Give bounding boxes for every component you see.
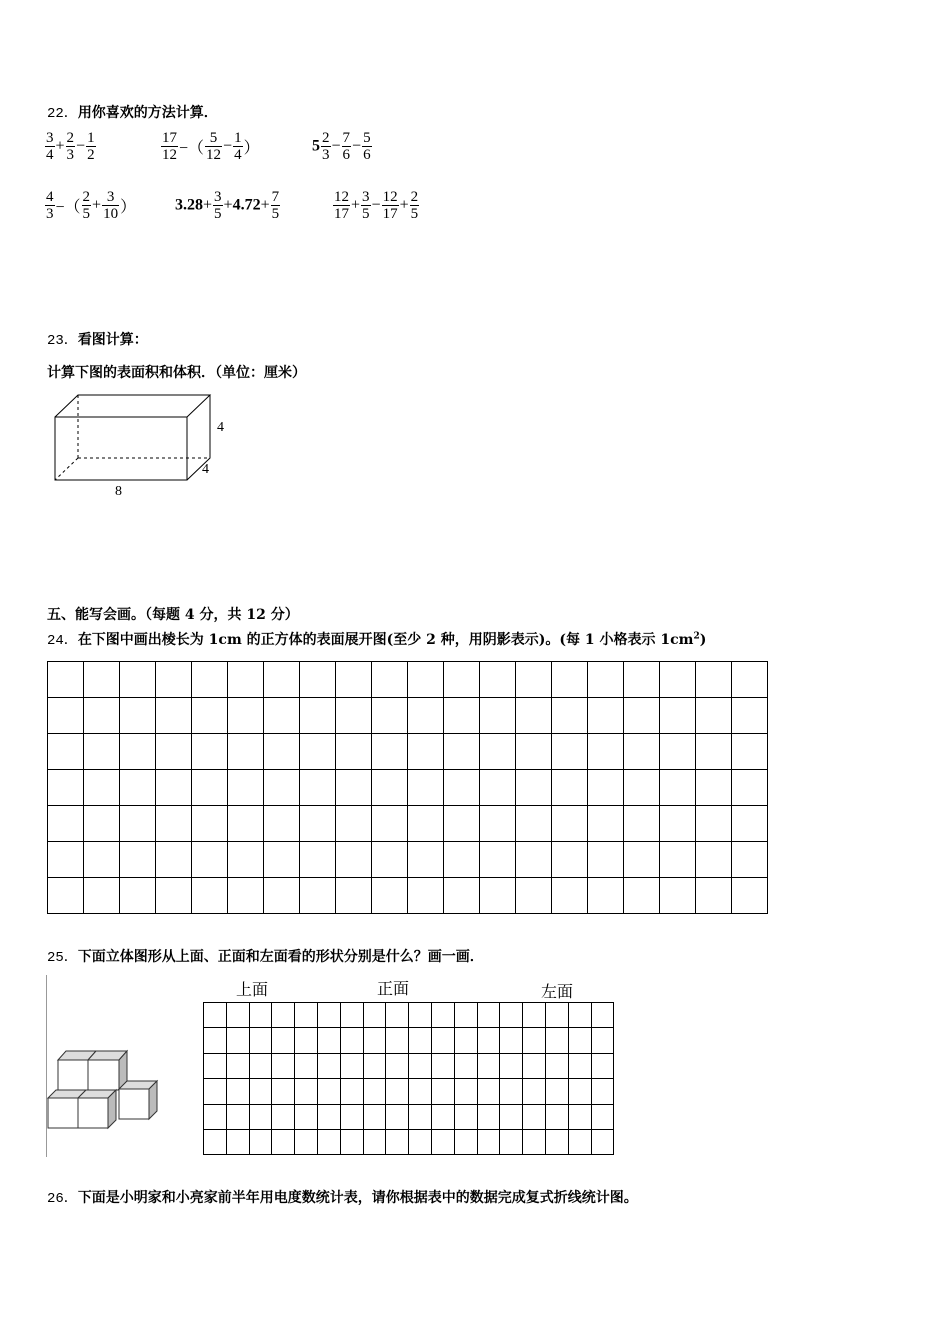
grid-cell[interactable]	[454, 1104, 477, 1129]
grid-cell[interactable]	[363, 1003, 386, 1028]
grid-cell[interactable]	[363, 1028, 386, 1053]
grid-cell[interactable]	[660, 806, 696, 842]
q23-number: 23．	[47, 333, 78, 349]
grid-cell[interactable]	[300, 662, 336, 698]
grid-cell[interactable]	[84, 806, 120, 842]
grid-cell[interactable]	[317, 1129, 340, 1154]
grid-cell[interactable]	[249, 1104, 272, 1129]
grid-cell[interactable]	[624, 698, 660, 734]
q24-text: 24．在下图中画出棱长为 1cm 的正方体的表面展开图(至少 2 种，用阴影表示)。(每 1 小格表示 $1cm^2$)	[47, 631, 707, 649]
grid-cell[interactable]	[588, 770, 624, 806]
grid-cell[interactable]	[696, 842, 732, 878]
grid-cell[interactable]	[336, 698, 372, 734]
grid-cell[interactable]	[624, 842, 660, 878]
grid-cell[interactable]	[591, 1053, 614, 1078]
grid-cell[interactable]	[552, 698, 588, 734]
q26-text: 26．下面是小明家和小亮家前半年用电度数统计表，请你根据表中的数据完成复式折线统计图。	[47, 1190, 638, 1207]
cuboid-hidden-edge	[55, 458, 78, 480]
grid-cell[interactable]	[480, 770, 516, 806]
q25-text: 25．下面立体图形从上面、正面和左面看的形状分别是什么？画一画．	[47, 949, 484, 966]
grid-cell[interactable]	[340, 1129, 363, 1154]
grid-cell[interactable]	[431, 1079, 454, 1104]
grid-cell[interactable]	[545, 1104, 568, 1129]
grid-cell[interactable]	[408, 770, 444, 806]
grid-cell[interactable]	[300, 734, 336, 770]
grid-cell[interactable]	[264, 842, 300, 878]
grid-cell[interactable]	[272, 1129, 295, 1154]
grid-cell[interactable]	[591, 1104, 614, 1129]
grid-cell[interactable]	[408, 734, 444, 770]
grid-cell[interactable]	[372, 734, 408, 770]
grid-cell[interactable]	[431, 1104, 454, 1129]
grid-cell[interactable]	[317, 1003, 340, 1028]
grid-cell[interactable]	[300, 770, 336, 806]
q22-expr-6: $\frac{12}{17}$ + $\frac{3}{5}$ − $\frac{12}{17}$ + $\frac{2}{5}$	[334, 189, 419, 222]
grid-cell[interactable]	[204, 1129, 227, 1154]
q25-drawing-grid[interactable]	[203, 1002, 614, 1155]
grid-cell[interactable]	[228, 662, 264, 698]
grid-cell[interactable]	[372, 770, 408, 806]
grid-cell[interactable]	[336, 734, 372, 770]
grid-cell[interactable]	[192, 878, 228, 914]
grid-cell[interactable]	[372, 806, 408, 842]
grid-cell[interactable]	[454, 1003, 477, 1028]
grid-cell[interactable]	[409, 1003, 432, 1028]
grid-cell[interactable]	[192, 806, 228, 842]
grid-cell[interactable]	[84, 878, 120, 914]
cuboid-width-label: 4	[202, 462, 209, 477]
grid-cell[interactable]	[477, 1003, 500, 1028]
grid-cell[interactable]	[48, 806, 84, 842]
cuboid-length-label: 8	[115, 484, 122, 499]
grid-cell[interactable]	[516, 770, 552, 806]
grid-cell[interactable]	[500, 1053, 523, 1078]
grid-cell[interactable]	[454, 1129, 477, 1154]
grid-cell[interactable]	[444, 662, 480, 698]
grid-cell[interactable]	[523, 1028, 546, 1053]
grid-cell[interactable]	[545, 1129, 568, 1154]
grid-cell[interactable]	[48, 770, 84, 806]
grid-cell[interactable]	[409, 1129, 432, 1154]
grid-cell[interactable]	[523, 1079, 546, 1104]
grid-cell[interactable]	[295, 1028, 318, 1053]
grid-cell[interactable]	[660, 770, 696, 806]
grid-cell[interactable]	[204, 1003, 227, 1028]
grid-cell[interactable]	[317, 1079, 340, 1104]
grid-cell[interactable]	[696, 806, 732, 842]
grid-cell[interactable]	[120, 770, 156, 806]
grid-cell[interactable]	[192, 842, 228, 878]
cube-front-face	[88, 1060, 119, 1090]
grid-cell[interactable]	[624, 734, 660, 770]
grid-cell[interactable]	[480, 734, 516, 770]
grid-cell[interactable]	[249, 1028, 272, 1053]
grid-cell[interactable]	[204, 1079, 227, 1104]
grid-cell[interactable]	[409, 1104, 432, 1129]
grid-cell[interactable]	[523, 1053, 546, 1078]
grid-cell[interactable]	[568, 1053, 591, 1078]
grid-cell[interactable]	[732, 770, 768, 806]
grid-cell[interactable]	[660, 734, 696, 770]
cube-front-face	[58, 1060, 88, 1090]
grid-cell[interactable]	[340, 1079, 363, 1104]
grid-cell[interactable]	[272, 1053, 295, 1078]
grid-cell[interactable]	[516, 878, 552, 914]
cube-front-face	[119, 1089, 149, 1119]
grid-cell[interactable]	[480, 806, 516, 842]
grid-cell[interactable]	[317, 1104, 340, 1129]
grid-cell[interactable]	[732, 878, 768, 914]
grid-cell[interactable]	[48, 662, 84, 698]
grid-cell[interactable]	[500, 1028, 523, 1053]
grid-cell[interactable]	[120, 842, 156, 878]
grid-cell[interactable]	[204, 1053, 227, 1078]
grid-cell[interactable]	[516, 698, 552, 734]
section5-title: 五、能写会画。（每题 4 分，共 12 分）	[47, 607, 299, 623]
grid-cell[interactable]	[588, 842, 624, 878]
grid-cell[interactable]	[336, 806, 372, 842]
grid-cell[interactable]	[454, 1028, 477, 1053]
grid-cell[interactable]	[477, 1028, 500, 1053]
cuboid-figure	[50, 390, 240, 500]
grid-cell[interactable]	[386, 1003, 409, 1028]
grid-cell[interactable]	[732, 734, 768, 770]
grid-cell[interactable]	[696, 878, 732, 914]
grid-cell[interactable]	[624, 770, 660, 806]
q22-text: 用你喜欢的方法计算．	[77, 105, 218, 121]
grid-cell[interactable]	[477, 1079, 500, 1104]
grid-cell[interactable]	[431, 1053, 454, 1078]
grid-cell[interactable]	[552, 770, 588, 806]
cube-front-face	[78, 1098, 108, 1128]
grid-cell[interactable]	[228, 770, 264, 806]
grid-cell[interactable]	[591, 1079, 614, 1104]
grid-cell[interactable]	[516, 734, 552, 770]
grid-cell[interactable]	[500, 1104, 523, 1129]
grid-cell[interactable]	[480, 842, 516, 878]
grid-cell[interactable]	[454, 1053, 477, 1078]
grid-cell[interactable]	[480, 698, 516, 734]
grid-cell[interactable]	[624, 878, 660, 914]
grid-cell[interactable]	[156, 842, 192, 878]
grid-cell[interactable]	[386, 1053, 409, 1078]
grid-cell[interactable]	[249, 1079, 272, 1104]
grid-cell[interactable]	[454, 1079, 477, 1104]
grid-cell[interactable]	[156, 878, 192, 914]
grid-cell[interactable]	[732, 662, 768, 698]
grid-cell[interactable]	[591, 1129, 614, 1154]
grid-cell[interactable]	[192, 734, 228, 770]
grid-cell[interactable]	[591, 1028, 614, 1053]
grid-cell[interactable]	[431, 1028, 454, 1053]
grid-cell[interactable]	[444, 806, 480, 842]
grid-cell[interactable]	[48, 878, 84, 914]
grid-cell[interactable]	[340, 1003, 363, 1028]
grid-cell[interactable]	[552, 842, 588, 878]
grid-cell[interactable]	[696, 734, 732, 770]
grid-cell[interactable]	[696, 770, 732, 806]
q22-title	[47, 102, 218, 122]
q23-text: 看图计算：	[77, 332, 148, 348]
grid-cell[interactable]	[84, 662, 120, 698]
grid-cell[interactable]	[624, 662, 660, 698]
grid-cell[interactable]	[588, 734, 624, 770]
grid-cell[interactable]	[568, 1104, 591, 1129]
grid-cell[interactable]	[300, 878, 336, 914]
grid-cell[interactable]	[523, 1104, 546, 1129]
grid-cell[interactable]	[545, 1003, 568, 1028]
grid-cell[interactable]	[624, 806, 660, 842]
grid-cell[interactable]	[336, 770, 372, 806]
grid-cell[interactable]	[228, 734, 264, 770]
grid-cell[interactable]	[444, 734, 480, 770]
grid-cell[interactable]	[552, 734, 588, 770]
grid-cell[interactable]	[372, 878, 408, 914]
grid-cell[interactable]	[568, 1028, 591, 1053]
grid-cell[interactable]	[48, 842, 84, 878]
grid-cell[interactable]	[84, 842, 120, 878]
grid-cell[interactable]	[120, 878, 156, 914]
grid-cell[interactable]	[409, 1053, 432, 1078]
grid-cell[interactable]	[48, 698, 84, 734]
grid-cell[interactable]	[431, 1003, 454, 1028]
grid-cell[interactable]	[500, 1129, 523, 1154]
grid-cell[interactable]	[300, 842, 336, 878]
grid-cell[interactable]	[156, 734, 192, 770]
grid-cell[interactable]	[156, 806, 192, 842]
grid-cell[interactable]	[336, 662, 372, 698]
q26-number: 26．	[47, 1191, 78, 1207]
grid-cell[interactable]	[192, 698, 228, 734]
grid-cell[interactable]	[204, 1104, 227, 1129]
view-label-left: 左面	[541, 982, 574, 1001]
grid-cell[interactable]	[249, 1129, 272, 1154]
grid-cell[interactable]	[363, 1053, 386, 1078]
grid-cell[interactable]	[272, 1104, 295, 1129]
q25-number: 25．	[47, 950, 78, 966]
grid-cell[interactable]	[386, 1129, 409, 1154]
grid-cell[interactable]	[477, 1053, 500, 1078]
q22-number: 22．	[47, 106, 78, 122]
cube-front-face	[48, 1098, 78, 1128]
q24-drawing-grid[interactable]	[47, 661, 768, 914]
grid-cell[interactable]	[204, 1028, 227, 1053]
grid-cell[interactable]	[295, 1104, 318, 1129]
grid-cell[interactable]	[480, 662, 516, 698]
grid-cell[interactable]	[545, 1079, 568, 1104]
grid-cell[interactable]	[295, 1079, 318, 1104]
grid-cell[interactable]	[516, 662, 552, 698]
grid-cell[interactable]	[363, 1129, 386, 1154]
grid-cell[interactable]	[264, 878, 300, 914]
grid-cell[interactable]	[372, 842, 408, 878]
grid-cell[interactable]	[372, 698, 408, 734]
grid-cell[interactable]	[444, 770, 480, 806]
grid-cell[interactable]	[228, 698, 264, 734]
grid-cell[interactable]	[226, 1028, 249, 1053]
grid-cell[interactable]	[409, 1028, 432, 1053]
grid-cell[interactable]	[336, 878, 372, 914]
grid-cell[interactable]	[386, 1028, 409, 1053]
grid-cell[interactable]	[588, 698, 624, 734]
grid-cell[interactable]	[120, 662, 156, 698]
grid-cell[interactable]	[568, 1079, 591, 1104]
grid-cell[interactable]	[444, 842, 480, 878]
grid-cell[interactable]	[408, 698, 444, 734]
grid-cell[interactable]	[48, 734, 84, 770]
grid-cell[interactable]	[156, 662, 192, 698]
grid-cell[interactable]	[660, 842, 696, 878]
grid-cell[interactable]	[226, 1079, 249, 1104]
grid-cell[interactable]	[477, 1104, 500, 1129]
view-label-front: 正面	[377, 979, 410, 998]
grid-cell[interactable]	[431, 1129, 454, 1154]
grid-cell[interactable]	[264, 806, 300, 842]
q22-expr-1: $\frac{3}{4}$ + $\frac{2}{3}$ − $\frac{1}{2}$	[46, 130, 95, 163]
grid-cell[interactable]	[300, 806, 336, 842]
grid-cell[interactable]	[226, 1053, 249, 1078]
grid-cell[interactable]	[156, 770, 192, 806]
q22-expr-5: 3.28+ $\frac{3}{5}$ +4.72+ $\frac{7}{5}$	[175, 189, 280, 222]
grid-cell[interactable]	[568, 1129, 591, 1154]
grid-cell[interactable]	[363, 1079, 386, 1104]
grid-cell[interactable]	[516, 842, 552, 878]
grid-cell[interactable]	[272, 1028, 295, 1053]
grid-cell[interactable]	[545, 1053, 568, 1078]
grid-cell[interactable]	[660, 662, 696, 698]
grid-cell[interactable]	[523, 1003, 546, 1028]
grid-cell[interactable]	[732, 806, 768, 842]
grid-cell[interactable]	[264, 662, 300, 698]
grid-cell[interactable]	[340, 1028, 363, 1053]
grid-cell[interactable]	[226, 1104, 249, 1129]
grid-cell[interactable]	[500, 1003, 523, 1028]
grid-cell[interactable]	[444, 878, 480, 914]
grid-cell[interactable]	[516, 806, 552, 842]
cuboid-front-face	[55, 417, 187, 480]
grid-cell[interactable]	[408, 806, 444, 842]
grid-cell[interactable]	[408, 842, 444, 878]
q23-title	[47, 329, 148, 349]
grid-cell[interactable]	[386, 1104, 409, 1129]
grid-cell[interactable]	[120, 698, 156, 734]
grid-cell[interactable]	[317, 1053, 340, 1078]
grid-cell[interactable]	[568, 1003, 591, 1028]
grid-cell[interactable]	[660, 698, 696, 734]
grid-cell[interactable]	[696, 662, 732, 698]
grid-cell[interactable]	[156, 698, 192, 734]
grid-cell[interactable]	[732, 842, 768, 878]
grid-cell[interactable]	[228, 806, 264, 842]
grid-cell[interactable]	[249, 1003, 272, 1028]
grid-cell[interactable]	[272, 1079, 295, 1104]
q24-number: 24．	[47, 633, 78, 649]
grid-cell[interactable]	[552, 806, 588, 842]
grid-cell[interactable]	[192, 770, 228, 806]
cuboid-height-label: 4	[217, 420, 224, 435]
grid-cell[interactable]	[84, 698, 120, 734]
grid-cell[interactable]	[552, 662, 588, 698]
q23-subtitle: 计算下图的表面积和体积．（单位：厘米）	[47, 365, 306, 381]
grid-cell[interactable]	[588, 662, 624, 698]
q22-expr-3: 5 $\frac{2}{3}$ − $\frac{7}{6}$ − $\frac{5}{6}$	[312, 130, 371, 163]
grid-cell[interactable]	[523, 1129, 546, 1154]
grid-cell[interactable]	[249, 1053, 272, 1078]
grid-cell[interactable]	[295, 1129, 318, 1154]
grid-cell[interactable]	[300, 698, 336, 734]
grid-cell[interactable]	[660, 878, 696, 914]
view-label-top: 上面	[236, 980, 269, 999]
q22-expr-2: $\frac{17}{12}$ −（ $\frac{5}{12}$ − $\frac{1}{4}$ ）	[162, 130, 260, 163]
grid-cell[interactable]	[732, 698, 768, 734]
cube-stack-figure	[46, 1048, 161, 1133]
grid-cell[interactable]	[372, 662, 408, 698]
grid-cell[interactable]	[228, 878, 264, 914]
grid-cell[interactable]	[336, 842, 372, 878]
grid-cell[interactable]	[500, 1079, 523, 1104]
grid-cell[interactable]	[226, 1003, 249, 1028]
grid-cell[interactable]	[340, 1104, 363, 1129]
grid-cell[interactable]	[84, 770, 120, 806]
grid-cell[interactable]	[228, 842, 264, 878]
grid-cell[interactable]	[226, 1129, 249, 1154]
grid-cell[interactable]	[120, 734, 156, 770]
grid-cell[interactable]	[408, 878, 444, 914]
grid-cell[interactable]	[408, 662, 444, 698]
grid-cell[interactable]	[295, 1053, 318, 1078]
grid-cell[interactable]	[696, 698, 732, 734]
q22-expr-4: $\frac{4}{3}$ −（ $\frac{2}{5}$ + $\frac{3}{10}$ ）	[46, 189, 137, 222]
grid-cell[interactable]	[264, 770, 300, 806]
grid-cell[interactable]	[477, 1129, 500, 1154]
grid-cell[interactable]	[409, 1079, 432, 1104]
grid-cell[interactable]	[363, 1104, 386, 1129]
grid-cell[interactable]	[192, 662, 228, 698]
grid-cell[interactable]	[545, 1028, 568, 1053]
grid-cell[interactable]	[386, 1079, 409, 1104]
grid-cell[interactable]	[591, 1003, 614, 1028]
grid-cell[interactable]	[588, 878, 624, 914]
grid-cell[interactable]	[272, 1003, 295, 1028]
grid-cell[interactable]	[588, 806, 624, 842]
grid-cell[interactable]	[480, 878, 516, 914]
grid-cell[interactable]	[120, 806, 156, 842]
grid-cell[interactable]	[340, 1053, 363, 1078]
grid-cell[interactable]	[264, 698, 300, 734]
grid-cell[interactable]	[295, 1003, 318, 1028]
grid-cell[interactable]	[444, 698, 480, 734]
grid-cell[interactable]	[84, 734, 120, 770]
grid-cell[interactable]	[552, 878, 588, 914]
grid-cell[interactable]	[264, 734, 300, 770]
grid-cell[interactable]	[317, 1028, 340, 1053]
